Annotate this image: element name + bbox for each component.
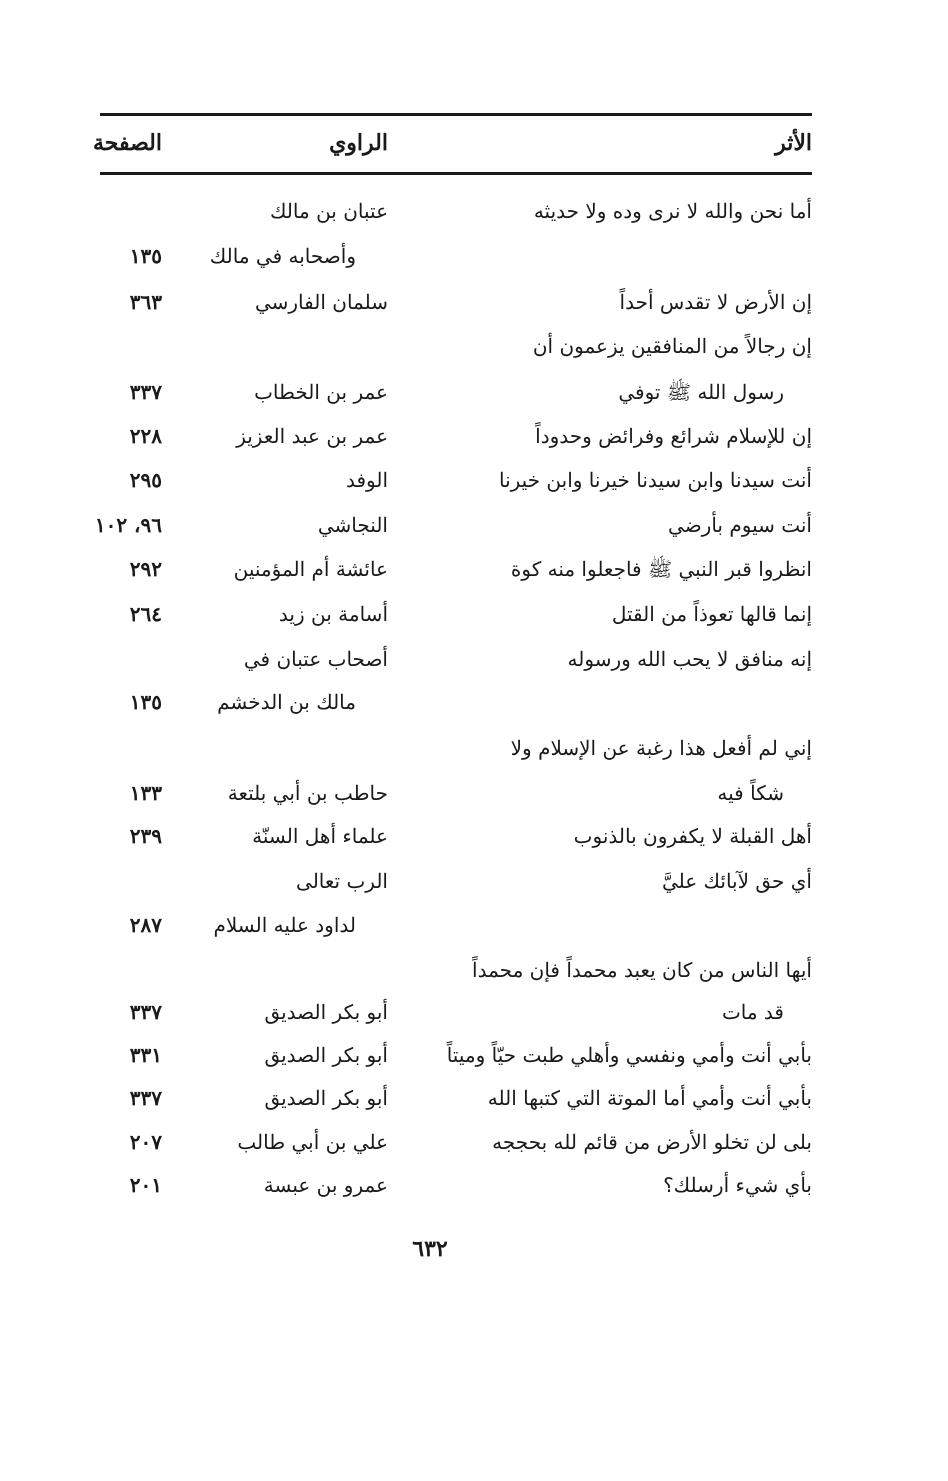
row-athar: رسول الله ﷺ توفي (618, 380, 784, 404)
row-rawi: عمر بن الخطاب (254, 380, 388, 404)
row-page: ٣٣٧ (129, 1000, 162, 1024)
row-rawi: أبو بكر الصديق (264, 1000, 388, 1024)
row-page: ٢٩٢ (129, 557, 162, 581)
row-rawi: علماء أهل السنّة (252, 824, 388, 848)
row-page: ٣٣٧ (129, 380, 162, 404)
header-rawi: الراوي (329, 130, 388, 156)
row-page: ٢٨٧ (129, 913, 162, 937)
row-rawi: النجاشي (317, 513, 388, 537)
row-athar: إنه منافق لا يحب الله ورسوله (567, 647, 812, 671)
row-rawi: مالك بن الدخشم (217, 690, 356, 714)
row-rawi: حاطب بن أبي بلتعة (227, 781, 388, 805)
row-page: ٩٦، ١٠٢ (94, 513, 162, 537)
row-athar: بأبي أنت وأمي ونفسي وأهلي طبت حيّاً وميتاً (446, 1043, 812, 1067)
row-rawi: وأصحابه في مالك (209, 244, 356, 268)
row-athar: أي حق لآبائك عليَّ (661, 869, 812, 893)
row-rawi: أسامة بن زيد (278, 602, 388, 626)
top-rule (100, 113, 812, 116)
header-page: الصفحة (92, 130, 162, 156)
row-athar: شكاً فيه (717, 781, 784, 805)
row-rawi: أبو بكر الصديق (264, 1086, 388, 1110)
header-athar: الأثر (775, 130, 812, 156)
row-page: ١٣٥ (129, 244, 162, 268)
row-athar: انظروا قبر النبي ﷺ فاجعلوا منه كوة (510, 557, 812, 581)
row-athar: أيها الناس من كان يعبد محمداً فإن محمداً (472, 958, 812, 982)
row-rawi: الوفد (345, 468, 388, 492)
row-rawi: عائشة أم المؤمنين (233, 557, 388, 581)
row-athar: إن للإسلام شرائع وفرائض وحدوداً (535, 424, 812, 448)
row-athar: أنت سيوم بأرضي (668, 513, 812, 537)
row-rawi: علي بن أبي طالب (237, 1130, 388, 1154)
row-page: ٢٩٥ (129, 468, 162, 492)
row-athar: قد مات (721, 1000, 784, 1024)
row-rawi: عتبان بن مالك (269, 199, 388, 223)
row-page: ٢٣٩ (129, 824, 162, 848)
row-page: ٣٣١ (129, 1043, 162, 1067)
row-page: ٢٠٧ (129, 1130, 162, 1154)
row-athar: أنت سيدنا وابن سيدنا خيرنا وابن خيرنا (498, 468, 812, 492)
row-page: ٢٠١ (129, 1173, 162, 1197)
row-page: ١٣٣ (129, 781, 162, 805)
row-athar: بأبي أنت وأمي أما الموتة التي كتبها الله (487, 1086, 812, 1110)
row-athar: أهل القبلة لا يكفرون بالذنوب (573, 824, 812, 848)
row-athar: إن الأرض لا تقدس أحداً (619, 290, 812, 314)
row-page: ٢٢٨ (129, 424, 162, 448)
row-rawi: عمر بن عبد العزيز (236, 424, 388, 448)
row-athar: إن رجالاً من المنافقين يزعمون أن (532, 334, 812, 358)
row-athar: بلى لن تخلو الأرض من قائم لله بحججه (492, 1130, 812, 1154)
row-athar: إنما قالها تعوذاً من القتل (611, 602, 812, 626)
row-page: ٢٦٤ (129, 602, 162, 626)
row-rawi: أبو بكر الصديق (264, 1043, 388, 1067)
row-athar: إني لم أفعل هذا رغبة عن الإسلام ولا (510, 736, 812, 760)
row-rawi: أصحاب عتبان في (243, 647, 388, 671)
row-page: ٣٦٣ (129, 290, 162, 314)
row-athar: أما نحن والله لا نرى وده ولا حديثه (533, 199, 812, 223)
row-rawi: الرب تعالى (296, 869, 388, 893)
row-rawi: عمرو بن عبسة (263, 1173, 388, 1197)
row-rawi: سلمان الفارسي (254, 290, 388, 314)
page-number: ٦٣٢ (412, 1236, 448, 1262)
header-rule (100, 172, 812, 175)
row-page: ٣٣٧ (129, 1086, 162, 1110)
row-page: ١٣٥ (129, 690, 162, 714)
row-athar: بأي شيء أرسلك؟ (663, 1173, 812, 1197)
row-rawi: لداود عليه السلام (213, 913, 356, 937)
